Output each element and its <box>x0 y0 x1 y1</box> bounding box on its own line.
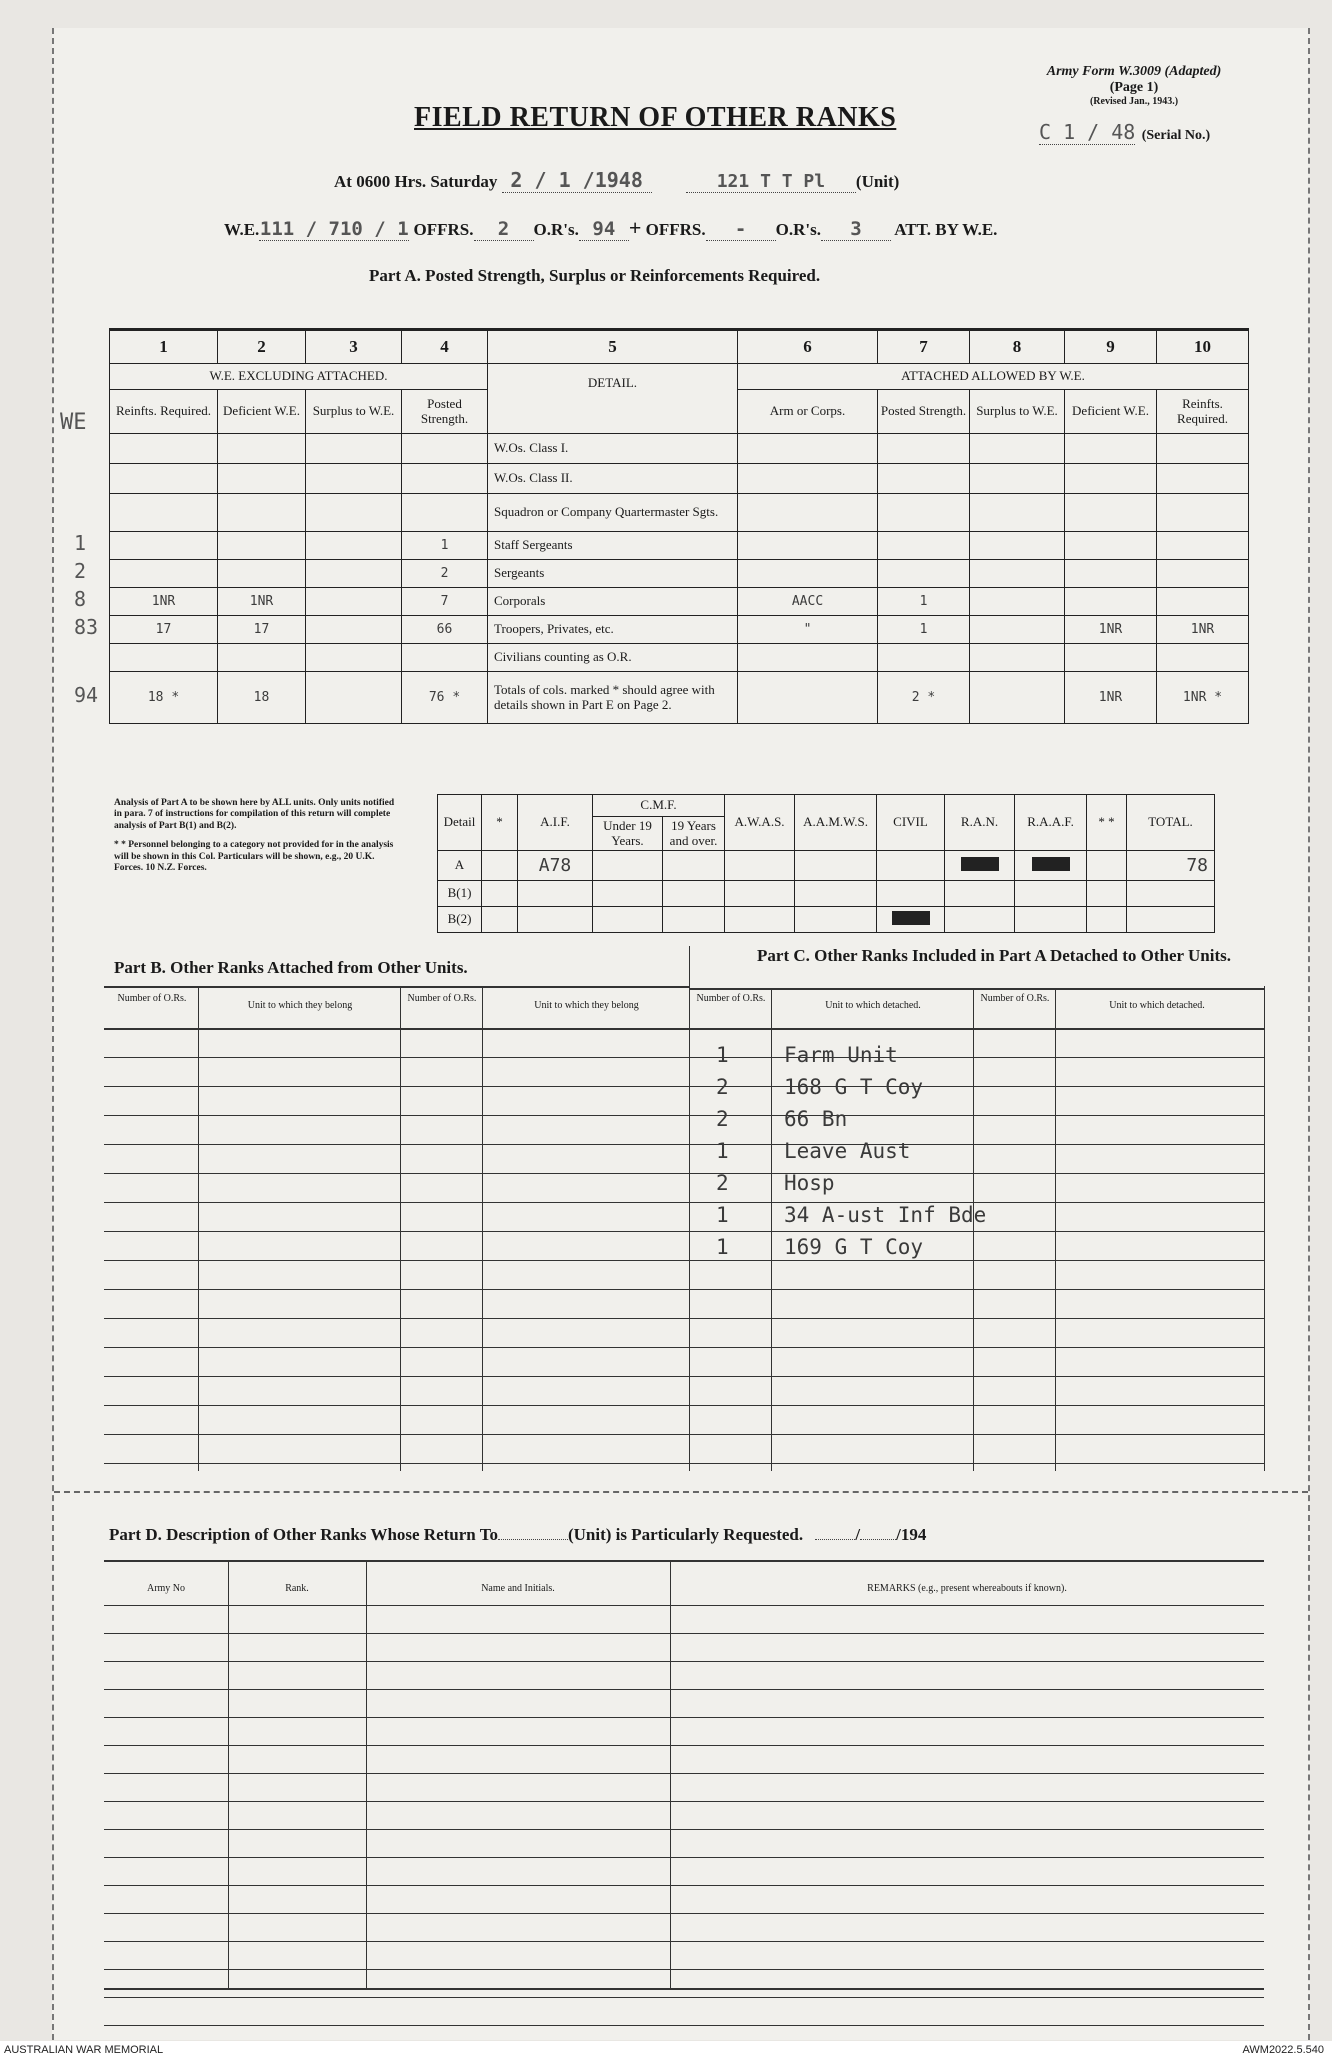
rule-line <box>104 1857 1264 1858</box>
cell-c2 <box>218 532 306 560</box>
part-c-number-header-2: Number of O.Rs. <box>980 993 1050 1004</box>
sub-header: Arm or Corps. <box>738 390 878 434</box>
part-a-row <box>110 672 1249 724</box>
col-num: 8 <box>970 330 1065 364</box>
part-d-rank-header: Rank. <box>285 1583 309 1594</box>
rule-line <box>104 1260 1264 1261</box>
cell-c6: " <box>738 616 878 644</box>
part-d-name-header: Name and Initials. <box>481 1583 555 1594</box>
col-num: 1 <box>110 330 218 364</box>
rule-line <box>482 986 483 1471</box>
rule-line <box>104 1376 1264 1377</box>
detail-label: Corporals <box>488 588 738 616</box>
cell-c1 <box>110 560 218 588</box>
part-b-number-header-2: Number of O.Rs. <box>407 993 477 1004</box>
date-line <box>334 168 899 193</box>
rule-line <box>198 986 199 1471</box>
analysis-aif-header: A.I.F. <box>518 795 593 851</box>
rule-line <box>104 1318 1264 1319</box>
cell-c2: 18 <box>218 672 306 724</box>
col-num: 10 <box>1157 330 1249 364</box>
sub-header: Surplus to W.E. <box>306 390 402 434</box>
rule-line <box>104 1405 1264 1406</box>
cell-c3 <box>306 560 402 588</box>
part-d-title-a: Part D. Description of Other Ranks Whose Return To <box>109 1525 498 1544</box>
cell-c2 <box>218 434 306 464</box>
analysis-row-b2 <box>438 907 1215 933</box>
sub-header: Posted Strength. <box>878 390 970 434</box>
cell-c2: 1NR <box>218 588 306 616</box>
serial-number <box>1039 120 1210 144</box>
ors2-label: O.R's. <box>775 220 821 239</box>
cell-c3 <box>306 644 402 672</box>
cell-c1 <box>110 532 218 560</box>
footer-right: AWM2022.5.540 <box>1242 2044 1324 2056</box>
cell-c8 <box>970 532 1065 560</box>
cell-c6 <box>738 434 878 464</box>
ors-value: 94 <box>579 218 629 241</box>
rule-line <box>104 1086 1264 1087</box>
margin-count: 2 <box>74 559 87 583</box>
part-b-title: Part B. Other Ranks Attached from Other Units. <box>114 958 468 977</box>
cell-c7 <box>878 560 970 588</box>
rule-line <box>104 1115 1264 1116</box>
detail-label: Civilians counting as O.R. <box>488 644 738 672</box>
part-d-army-header: Army No <box>146 1583 186 1594</box>
rule-line <box>104 1347 1264 1348</box>
part-c-unit-header-2: Unit to which detached. <box>1109 1000 1205 1011</box>
cell-c10 <box>1157 434 1249 464</box>
analysis-aamws-header: A.A.M.W.S. <box>795 795 877 851</box>
cell-c6 <box>738 560 878 588</box>
rule-line <box>104 1885 1264 1886</box>
part-d-remarks-header: REMARKS (e.g., present whereabouts if known). <box>867 1583 1067 1594</box>
archive-footer <box>0 2041 1332 2061</box>
rule-line <box>104 1463 1264 1464</box>
rule-line <box>104 1745 1264 1746</box>
rule-line <box>104 1941 1264 1942</box>
rule-line <box>104 1969 1264 1970</box>
rule-line <box>771 988 772 1471</box>
footer-left: AUSTRALIAN WAR MEMORIAL <box>4 2044 164 2056</box>
rule-line <box>104 1289 1264 1290</box>
part-a-title: Part A. Posted Strength, Surplus or Reinforcements Required. <box>369 266 821 285</box>
col-num: 4 <box>402 330 488 364</box>
page-title: FIELD RETURN OF OTHER RANKS <box>414 102 897 133</box>
part-a-table <box>109 328 1249 724</box>
cell-c6 <box>738 644 878 672</box>
cell-c8 <box>970 616 1065 644</box>
part-d-title-b: (Unit) is Particularly Requested. <box>567 1525 804 1544</box>
form-number-block <box>984 64 1284 108</box>
analysis-awas-header: A.W.A.S. <box>725 795 795 851</box>
part-c-count: 1 <box>716 1043 729 1067</box>
cell-c3 <box>306 616 402 644</box>
part-d-title: Part D. Description of Other Ranks Whose Return To (Unit) is Particularly Requested. / /194 <box>109 1525 927 1544</box>
sub-header: Posted Strength. <box>402 390 488 434</box>
ran-redaction <box>945 851 1015 881</box>
analysis-other-header: * * <box>1087 795 1127 851</box>
part-a-row <box>110 532 1249 560</box>
part-c-count: 1 <box>716 1235 729 1259</box>
rule-line <box>104 1231 1264 1232</box>
ors-label: O.R's. <box>533 220 579 239</box>
rule-line <box>104 1633 1264 1634</box>
tear-line <box>54 1491 1308 1493</box>
part-b-unit-header: Unit to which they belong <box>247 1000 353 1011</box>
detail-label: Sergeants <box>488 560 738 588</box>
margin-count: 83 <box>74 615 99 639</box>
margin-count: 94 <box>74 683 99 707</box>
analysis-a-aif: A78 <box>518 851 593 881</box>
cell-c9: 1NR <box>1065 616 1157 644</box>
part-a-row <box>110 494 1249 532</box>
detail-label: Staff Sergeants <box>488 532 738 560</box>
part-a-row <box>110 588 1249 616</box>
rule-line <box>104 1997 1264 1998</box>
col-num: 6 <box>738 330 878 364</box>
cell-c4: 7 <box>402 588 488 616</box>
offrs-value: 2 <box>474 218 534 241</box>
part-c-unit: 169 G T Coy <box>784 1235 924 1259</box>
part-c-count: 1 <box>716 1203 729 1227</box>
cell-c10 <box>1157 464 1249 494</box>
cell-c9 <box>1065 494 1157 532</box>
rule-line <box>104 1689 1264 1690</box>
cell-c1 <box>110 464 218 494</box>
analysis-row-label: A <box>438 851 482 881</box>
cell-c1 <box>110 494 218 532</box>
cell-c4: 76 * <box>402 672 488 724</box>
analysis-raaf-header: R.A.A.F. <box>1015 795 1087 851</box>
sub-header: Deficient W.E. <box>218 390 306 434</box>
we-label: W.E. <box>224 220 260 239</box>
analysis-row-a <box>438 851 1215 881</box>
cell-c7: 1 <box>878 616 970 644</box>
col-num: 3 <box>306 330 402 364</box>
cell-c1 <box>110 644 218 672</box>
cell-c8 <box>970 644 1065 672</box>
part-c-unit-header: Unit to which detached. <box>825 1000 921 1011</box>
cell-c1: 18 * <box>110 672 218 724</box>
part-c-count: 2 <box>716 1107 729 1131</box>
att-label: ATT. BY W.E. <box>894 220 998 239</box>
we-margin-note: WE <box>60 410 87 435</box>
ors2-value: 3 <box>821 218 891 241</box>
margin-count: 8 <box>74 587 87 611</box>
cell-c2: 17 <box>218 616 306 644</box>
cell-c7: 1 <box>878 588 970 616</box>
cell-c10 <box>1157 532 1249 560</box>
sub-header: Deficient W.E. <box>1065 390 1157 434</box>
part-a-row <box>110 560 1249 588</box>
rule-line <box>104 1661 1264 1662</box>
col-num: 9 <box>1065 330 1157 364</box>
cell-c8 <box>970 560 1065 588</box>
part-a-row <box>110 616 1249 644</box>
part-c-unit: Leave Aust <box>784 1139 911 1163</box>
rule-line <box>104 1801 1264 1802</box>
part-b-unit-header-2: Unit to which they belong <box>534 1000 639 1011</box>
rule-line <box>104 1202 1264 1203</box>
cell-c3 <box>306 588 402 616</box>
part-c-count: 1 <box>716 1139 729 1163</box>
sub-header: Surplus to W.E. <box>970 390 1065 434</box>
cell-c7: 2 * <box>878 672 970 724</box>
analysis-a-total: 78 <box>1127 851 1215 881</box>
cell-c8 <box>970 672 1065 724</box>
cell-c3 <box>306 532 402 560</box>
part-a-row <box>110 434 1249 464</box>
detail-label: Troopers, Privates, etc. <box>488 616 738 644</box>
cell-c2 <box>218 494 306 532</box>
analysis-note-1: Analysis of Part A to be shown here by ALL units. Only units notified in para. 7 of instructions for compilation of this return will complete analysis of Part B(1) and B(2). <box>114 798 395 831</box>
analysis-notes <box>114 798 396 874</box>
cell-c10 <box>1157 644 1249 672</box>
revised-label: (Revised Jan., 1943.) <box>1089 96 1179 108</box>
part-c-number-header: Number of O.Rs. <box>696 993 766 1004</box>
analysis-star-header: * <box>482 795 518 851</box>
col-num: 2 <box>218 330 306 364</box>
analysis-under19-header: Under 19 Years. <box>593 817 663 851</box>
cell-c9 <box>1065 464 1157 494</box>
group-header-right: ATTACHED ALLOWED BY W.E. <box>738 364 1249 390</box>
rule-line <box>104 1434 1264 1435</box>
rule-line <box>104 1913 1264 1914</box>
rule-line <box>104 1829 1264 1830</box>
offrs-label: OFFRS. <box>413 220 474 239</box>
cell-c10 <box>1157 588 1249 616</box>
cell-c4: 66 <box>402 616 488 644</box>
at-label: At 0600 Hrs. Saturday <box>334 172 498 191</box>
detail-label: W.Os. Class II. <box>488 464 738 494</box>
rule-line <box>366 1560 367 1988</box>
cell-c8 <box>970 464 1065 494</box>
part-d-date-tail: /194 <box>896 1525 927 1544</box>
cell-c8 <box>970 588 1065 616</box>
cell-c10 <box>1157 560 1249 588</box>
offrs2-value: - <box>706 218 776 241</box>
cell-c7 <box>878 434 970 464</box>
cell-c3 <box>306 494 402 532</box>
part-c-unit: 66 Bn <box>784 1107 848 1131</box>
cell-c6: AACC <box>738 588 878 616</box>
part-c-count: 2 <box>716 1171 729 1195</box>
rule-line <box>104 986 689 988</box>
cell-c4 <box>402 644 488 672</box>
detail-label: Squadron or Company Quartermaster Sgts. <box>488 494 738 532</box>
cell-c2 <box>218 560 306 588</box>
we-line <box>224 215 997 241</box>
cell-c7 <box>878 644 970 672</box>
cell-c3 <box>306 464 402 494</box>
margin-count: 1 <box>74 531 87 555</box>
rule-line <box>104 1057 1264 1058</box>
cell-c9 <box>1065 560 1157 588</box>
cell-c4 <box>402 464 488 494</box>
part-a-row <box>110 464 1249 494</box>
part-a-row <box>110 644 1249 672</box>
rule-line <box>228 1560 229 1988</box>
col-num: 7 <box>878 330 970 364</box>
part-c-count: 2 <box>716 1075 729 1099</box>
rule-line <box>104 1988 1264 1990</box>
analysis-table <box>437 794 1215 933</box>
analysis-civil-header: CIVIL <box>877 795 945 851</box>
cell-c4 <box>402 494 488 532</box>
analysis-over19-header: 19 Years and over. <box>663 817 725 851</box>
civil-redaction <box>877 907 945 933</box>
analysis-ran-header: R.A.N. <box>945 795 1015 851</box>
part-c-unit: Farm Unit <box>784 1043 898 1067</box>
rule-line <box>1055 988 1056 1471</box>
rule-line <box>104 1605 1264 1606</box>
cell-c2 <box>218 644 306 672</box>
date-value: 2 / 1 /1948 <box>502 168 652 193</box>
cell-c3 <box>306 672 402 724</box>
cell-c9 <box>1065 434 1157 464</box>
cell-c10 <box>1157 494 1249 532</box>
part-c-unit: Hosp <box>784 1171 835 1195</box>
rule-line <box>689 946 690 1471</box>
rule-line <box>104 1028 1264 1030</box>
part-b-number-header: Number of O.Rs. <box>117 993 187 1004</box>
offrs2-label: OFFRS. <box>645 220 706 239</box>
part-c-title: Part C. Other Ranks Included in Part A Detached to Other Units. <box>757 946 1231 965</box>
cell-c9 <box>1065 588 1157 616</box>
cell-c6 <box>738 672 878 724</box>
cell-c7 <box>878 464 970 494</box>
cell-c4: 1 <box>402 532 488 560</box>
rule-line <box>104 2025 1264 2026</box>
rule-line <box>104 1144 1264 1145</box>
form-sheet <box>52 28 1310 2040</box>
part-c-unit: 168 G T Coy <box>784 1075 924 1099</box>
cell-c9 <box>1065 644 1157 672</box>
page-label: (Page 1) <box>1109 80 1159 96</box>
column-number-row <box>110 330 1249 364</box>
cell-c6 <box>738 464 878 494</box>
rule-line <box>104 1560 1264 1562</box>
rule-line <box>973 988 974 1471</box>
cell-c9 <box>1065 532 1157 560</box>
rule-line <box>689 988 1264 990</box>
rule-line <box>104 1773 1264 1774</box>
cell-c9: 1NR <box>1065 672 1157 724</box>
part-c-unit: 34 A-ust Inf Bde <box>784 1203 987 1227</box>
detail-label: Totals of cols. marked * should agree with details shown in Part E on Page 2. <box>488 672 738 724</box>
cell-c7 <box>878 532 970 560</box>
cell-c4: 2 <box>402 560 488 588</box>
cell-c1: 1NR <box>110 588 218 616</box>
detail-header: DETAIL. <box>488 364 738 434</box>
cell-c1: 17 <box>110 616 218 644</box>
analysis-total-header: TOTAL. <box>1127 795 1215 851</box>
rule-line <box>670 1560 671 1988</box>
cell-c7 <box>878 494 970 532</box>
cell-c4 <box>402 434 488 464</box>
analysis-note-2: * * Personnel belonging to a category not provided for in the analysis will be shown in this Col. Particulars will be shown, e.g., 20 U.K. Forces. 10 N.Z. Forces. <box>114 840 394 873</box>
cell-c8 <box>970 494 1065 532</box>
cell-c1 <box>110 434 218 464</box>
rule-line <box>400 986 401 1471</box>
cell-c6 <box>738 532 878 560</box>
we-value: 111 / 710 / 1 <box>259 218 409 240</box>
detail-label: W.Os. Class I. <box>488 434 738 464</box>
unit-value: 121 T T Pl <box>686 171 856 193</box>
serial-value: C 1 / 48 <box>1039 120 1136 144</box>
unit-label: (Unit) <box>855 172 900 191</box>
analysis-row-label: B(1) <box>438 881 482 907</box>
sub-header: Reinfts. Required. <box>1157 390 1249 434</box>
raaf-redaction <box>1015 851 1087 881</box>
analysis-row-b1 <box>438 881 1215 907</box>
serial-label: (Serial No.) <box>1141 128 1211 143</box>
sub-header: Reinfts. Required. <box>110 390 218 434</box>
cell-c6 <box>738 494 878 532</box>
col-num: 5 <box>488 330 738 364</box>
cell-c2 <box>218 464 306 494</box>
group-header-left: W.E. EXCLUDING ATTACHED. <box>110 364 488 390</box>
rule-line <box>1264 986 1265 1471</box>
cell-c8 <box>970 434 1065 464</box>
analysis-detail-header: Detail <box>438 795 482 851</box>
rule-line <box>104 1173 1264 1174</box>
cell-c3 <box>306 434 402 464</box>
plus-sign: + <box>628 215 642 240</box>
rule-line <box>104 1717 1264 1718</box>
army-form-label: Army Form W.3009 (Adapted) <box>1046 64 1222 79</box>
cell-c10: 1NR <box>1157 616 1249 644</box>
analysis-row-label: B(2) <box>438 907 482 933</box>
analysis-cmf-header: C.M.F. <box>593 795 725 817</box>
cell-c10: 1NR * <box>1157 672 1249 724</box>
